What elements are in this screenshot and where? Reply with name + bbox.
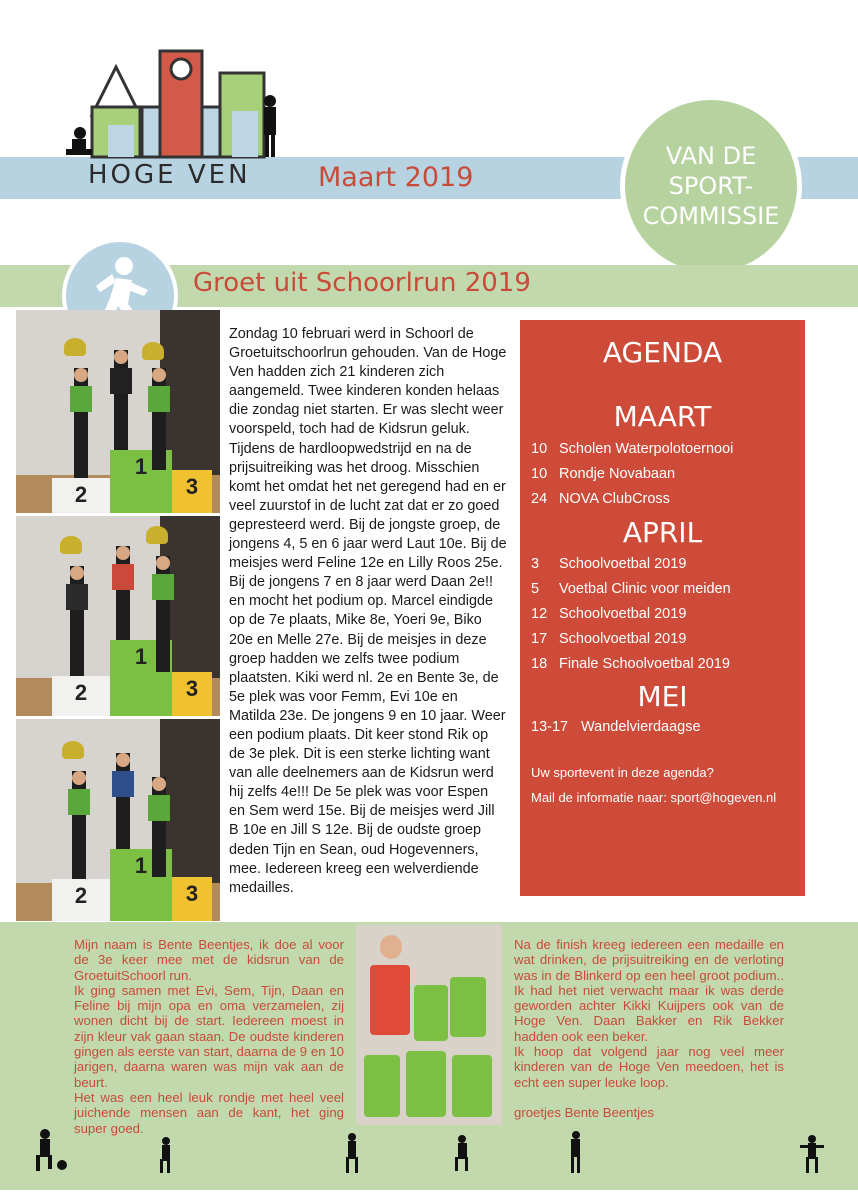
event-label: NOVA ClubCross xyxy=(559,491,670,507)
podium-number: 1 xyxy=(134,644,148,669)
sport-commission-badge xyxy=(620,95,802,277)
child-figure xyxy=(72,771,86,879)
child-head xyxy=(380,935,402,959)
kids-group-photo xyxy=(356,925,502,1125)
story-paragraph: Het was een heel leuk rondje met heel veel juichende mensen aan de kant, het ging super goed. xyxy=(74,1089,344,1136)
podium-number: 2 xyxy=(74,680,88,705)
podium-third xyxy=(172,470,212,513)
badge-line: SPORT- xyxy=(668,172,754,200)
child-figure xyxy=(152,368,166,470)
child-figure xyxy=(70,566,84,676)
badge-line: VAN DE xyxy=(665,142,757,170)
child-figure xyxy=(452,1055,492,1117)
story-paragraph: Mijn naam is Bente Beentjes, ik doe al voor de 3e keer mee met de kidsrun van de GroetuitSchoorl run. xyxy=(74,937,344,983)
podium-number: 3 xyxy=(185,474,199,499)
podium-photo xyxy=(16,719,220,921)
agenda-event xyxy=(531,581,731,597)
event-day: 10 xyxy=(531,441,548,457)
podium-number: 3 xyxy=(185,881,199,906)
event-label: Voetbal Clinic voor meiden xyxy=(559,581,731,597)
article-text: Zondag 10 februari werd in Schoorl de Groetuitschoorlrun gehouden. Van de Hoge Ven hadden zich 21 kinderen zich aangemeld. Twee kinderen konden helaas die zondag niet starten. Er was slecht weer voorspeld, toch had de Kidsrun geluk. Tijdens de hardloopwedstrijd en na de prijsuitreiking was het droog. Misschien komt het omdat het net geregend had en er veel zuurstof in de lucht zat dat er zo goed gepresteerd werd. Bij de jongste groep, de jongens 4, 5 en 6 jaar werd Laut 10e. Bij de meisjes werd Feline 12e en Lilly Roos 25e. Bij de jongens 7 en 8 jaar werd Daan 2e!! en mocht het podium op. Marcel eindigde op de 7e plaats, Mike 8e, Yoeri 9e, Biko 20e en Melle 27e. Bij de meisjes in deze groep hadden we zelfs twee podium plaatsten. Kiki werd nl. 2e en Bente 3e, de 5e plek was voor Femm, Evi 10e en Matilda 23e. De jongens 9 en 10 jaar. Weer een podium plaats. Dit keer stond Rik op de 3e plek. Dit is een sterke lichting want van alle deelnemers aan de Kidsrun werd hij zelfs 4e!!! De 5e plek was voor Espen en Sem werd 15e. Bij de meisjes werd Jill B 10e en Jill S 12e. Bij de oudste groep deden Tijn en Sean, oud Hogevenners, mee. Iedereen kreeg een welverdiende medailles. xyxy=(229,326,507,896)
agenda-event xyxy=(531,656,730,672)
event-label: Finale Schoolvoetbal 2019 xyxy=(559,656,730,672)
logo-text: HOGE VEN xyxy=(88,160,251,190)
child-figure xyxy=(370,965,410,1035)
article-body xyxy=(229,325,507,898)
agenda-event xyxy=(531,556,686,572)
story-left-column xyxy=(74,937,344,1136)
event-day: 5 xyxy=(531,581,540,597)
child-figure xyxy=(114,350,128,450)
podium-number: 1 xyxy=(134,454,148,479)
story-paragraph xyxy=(514,1090,784,1105)
child-figure xyxy=(406,1051,446,1117)
child-figure xyxy=(74,368,88,478)
podium-number: 3 xyxy=(185,676,199,701)
event-label: Schoolvoetbal 2019 xyxy=(559,606,687,622)
section-title: Groet uit Schoorlrun 2019 xyxy=(193,268,531,298)
event-day: 10 xyxy=(531,466,548,482)
podium-number: 2 xyxy=(74,883,88,908)
agenda-event xyxy=(531,631,686,647)
podium-second xyxy=(52,879,110,921)
agenda-footer-question: Uw sportevent in deze agenda? xyxy=(531,765,714,780)
event-label: Schoolvoetbal 2019 xyxy=(559,556,687,572)
month-heading: APRIL xyxy=(622,516,703,549)
sport-silhouettes xyxy=(0,1125,858,1180)
event-day: 18 xyxy=(531,656,548,672)
podium-photo xyxy=(16,516,220,716)
podium-number: 2 xyxy=(74,482,88,507)
child-figure xyxy=(116,546,130,640)
issue-date: Maart 2019 xyxy=(318,162,474,193)
story-signature: groetjes Bente Beentjes xyxy=(514,1105,655,1121)
podium-second xyxy=(52,676,110,716)
event-day: 3 xyxy=(531,556,540,572)
child-figure xyxy=(116,753,130,849)
month-heading: MEI xyxy=(637,680,688,713)
story-paragraph: Na de finish kreeg iedereen een medaille en wat drinken, de prijsuitreiking en de verloting was in de Blinkerd op een heel groot podium.. Ik had het niet verwacht maar ik was derde geworden achter Kikki Kuijpers ook van de Hoge Ven. Daan Bakker en Rik Bekker hadden ook een beker. xyxy=(514,937,784,1044)
event-label: Schoolvoetbal 2019 xyxy=(559,631,687,647)
story-right-column xyxy=(514,937,784,1121)
event-label: Wandelvierdaagse xyxy=(581,719,701,735)
agenda-title: AGENDA xyxy=(602,336,723,369)
child-figure xyxy=(152,777,166,877)
month-heading: MAART xyxy=(613,400,712,433)
agenda-event xyxy=(531,719,701,735)
agenda-event xyxy=(531,466,675,482)
child-figure xyxy=(364,1055,400,1117)
child-figure xyxy=(414,985,448,1041)
agenda-event xyxy=(531,441,733,457)
event-label: Scholen Waterpolotoernooi xyxy=(559,441,734,457)
story-paragraph: Ik hoop dat volgend jaar nog veel meer kinderen van de Hoge Ven meedoen, het is echt een super leuke loop. xyxy=(514,1044,784,1090)
event-day: 24 xyxy=(531,491,548,507)
event-day: 13-17 xyxy=(531,719,569,735)
story-paragraph: Ik ging samen met Evi, Sem, Tijn, Daan en Feline bij mijn opa en oma verzamelen, zij wonen dicht bij de start. Iedereen moest in zijn kleur vak gaan staan. De oudste kinderen gingen als eerste van start, daarna de 9 en 10 jarigen, daarna waren was mijn vak aan de beurt. xyxy=(74,982,344,1090)
podium-photo xyxy=(16,310,220,513)
agenda-footer-mail: Mail de informatie naar: sport@hogeven.nl xyxy=(531,790,777,805)
child-figure xyxy=(156,556,170,672)
podium-third xyxy=(172,672,212,716)
badge-line: COMMISSIE xyxy=(642,202,780,230)
child-figure xyxy=(450,977,486,1037)
agenda-panel xyxy=(520,320,805,896)
podium-second xyxy=(52,478,110,513)
agenda-event xyxy=(531,606,686,622)
event-day: 17 xyxy=(531,631,548,647)
event-day: 12 xyxy=(531,606,548,622)
podium-number: 1 xyxy=(134,853,148,878)
agenda-event xyxy=(531,491,670,507)
podium-third xyxy=(172,877,212,921)
event-label: Rondje Novabaan xyxy=(559,466,676,482)
